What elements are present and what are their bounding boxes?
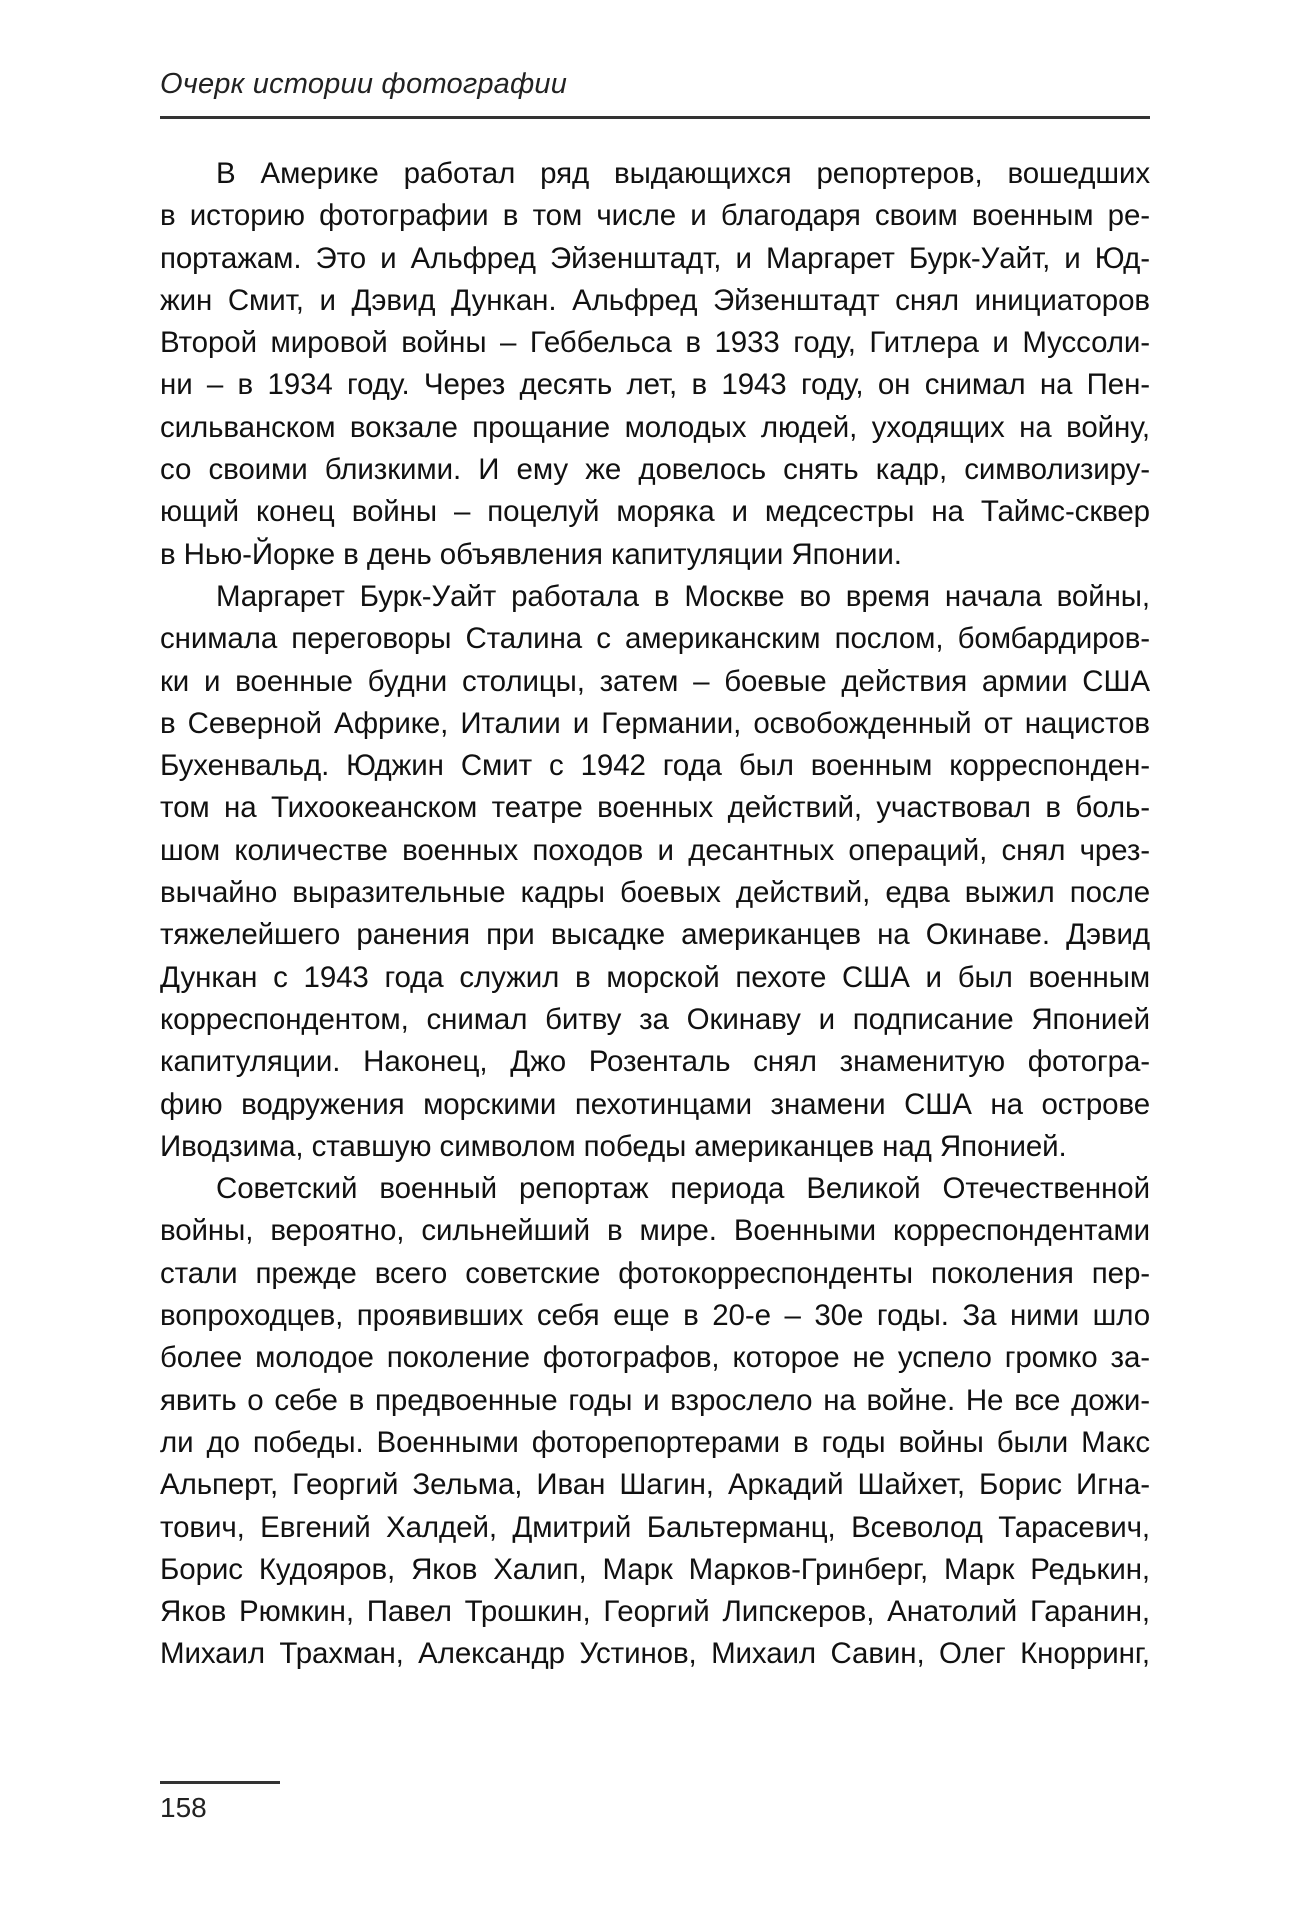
text-line: ющий конец войны – поцелуй моряка и медсестры на Таймс-сквер <box>160 495 1150 529</box>
paragraph <box>160 153 1150 576</box>
text-line: Иводзима, ставшую символом победы американцев над Японией. <box>160 1129 1067 1163</box>
text-line: со своими близкими. И ему же довелось снять кадр, символизиру- <box>160 453 1150 487</box>
text-line: портажам. Это и Альфред Эйзенштадт, и Маргарет Бурк-Уайт, и Юд- <box>160 241 1150 275</box>
text-line: Альперт, Георгий Зельма, Иван Шагин, Аркадий Шайхет, Борис Игна- <box>160 1468 1150 1502</box>
text-line: том на Тихоокеанском театре военных действий, участвовал в боль- <box>160 791 1150 825</box>
body-text <box>160 153 1150 1676</box>
text-line: вопроходцев, проявивших себя еще в 20-е – 30е годы. За ними шло <box>160 1299 1150 1333</box>
text-line: В Америке работал ряд выдающихся репортеров, вошедших <box>216 157 1150 190</box>
text-line: стали прежде всего советские фотокорреспонденты поколения пер- <box>160 1256 1150 1290</box>
text-line: жин Смит, и Дэвид Дункан. Альфред Эйзенштадт снял инициаторов <box>160 283 1150 317</box>
text-line: фию водружения морскими пехотинцами знамени США на острове <box>160 1087 1150 1121</box>
text-line: войны, вероятно, сильнейший в мире. Военными корреспондентами <box>160 1214 1150 1248</box>
running-head: Очерк истории фотографии <box>160 68 568 100</box>
text-line: тович, Евгений Халдей, Дмитрий Бальтерманц, Всеволод Тарасевич, <box>160 1510 1150 1544</box>
text-line: в Нью-Йорке в день объявления капитуляции Японии. <box>160 537 902 571</box>
text-line: сильванском вокзале прощание молодых людей, уходящих на войну, <box>160 410 1150 444</box>
text-line: в историю фотографии в том числе и благодаря своим военным ре- <box>160 199 1150 233</box>
paragraph <box>160 1168 1150 1676</box>
text-line: вычайно выразительные кадры боевых действий, едва выжил после <box>160 876 1150 910</box>
text-line: более молодое поколение фотографов, которое не успело громко за- <box>160 1341 1150 1375</box>
text-line: Второй мировой войны – Геббельса в 1933 году, Гитлера и Муссоли- <box>160 326 1150 360</box>
paragraph <box>160 576 1150 1168</box>
text-line: явить о себе в предвоенные годы и взрослело на войне. Не все дожи- <box>160 1383 1150 1417</box>
header-rule <box>160 116 1150 119</box>
text-line: Михаил Трахман, Александр Устинов, Михаил Савин, Олег Кнорринг, <box>160 1637 1150 1671</box>
page-number: 158 <box>160 1792 207 1823</box>
text-line: в Северной Африке, Италии и Германии, освобожденный от нацистов <box>160 706 1150 740</box>
text-line: Борис Кудояров, Яков Халип, Марк Марков-Гринберг, Марк Редькин, <box>160 1552 1150 1586</box>
text-line: корреспондентом, снимал битву за Окинаву и подписание Японией <box>160 1002 1150 1036</box>
text-line: тяжелейшего ранения при высадке американцев на Окинаве. Дэвид <box>160 918 1150 952</box>
text-line: ки и военные будни столицы, затем – боевые действия армии США <box>160 664 1150 698</box>
text-line: ни – в 1934 году. Через десять лет, в 1943 году, он снимал на Пен- <box>160 368 1150 402</box>
text-line: снимала переговоры Сталина с американским послом, бомбардиров- <box>160 622 1150 656</box>
footer-rule <box>160 1781 280 1784</box>
text-line: Дункан с 1943 года служил в морской пехоте США и был военным <box>160 960 1150 994</box>
text-line: Яков Рюмкин, Павел Трошкин, Георгий Липскеров, Анатолий Гаранин, <box>160 1595 1150 1629</box>
text-line: Бухенвальд. Юджин Смит с 1942 года был военным корреспонден- <box>160 749 1150 783</box>
text-line: шом количестве военных походов и десантных операций, снял чрез- <box>160 833 1150 867</box>
text-line: Маргарет Бурк-Уайт работала в Москве во время начала войны, <box>216 579 1150 613</box>
text-line: ли до победы. Военными фоторепортерами в годы войны были Макс <box>160 1425 1150 1459</box>
text-line: капитуляции. Наконец, Джо Розенталь снял знаменитую фотогра- <box>160 1045 1150 1079</box>
text-line: Советский военный репортаж периода Великой Отечественной <box>216 1172 1150 1206</box>
